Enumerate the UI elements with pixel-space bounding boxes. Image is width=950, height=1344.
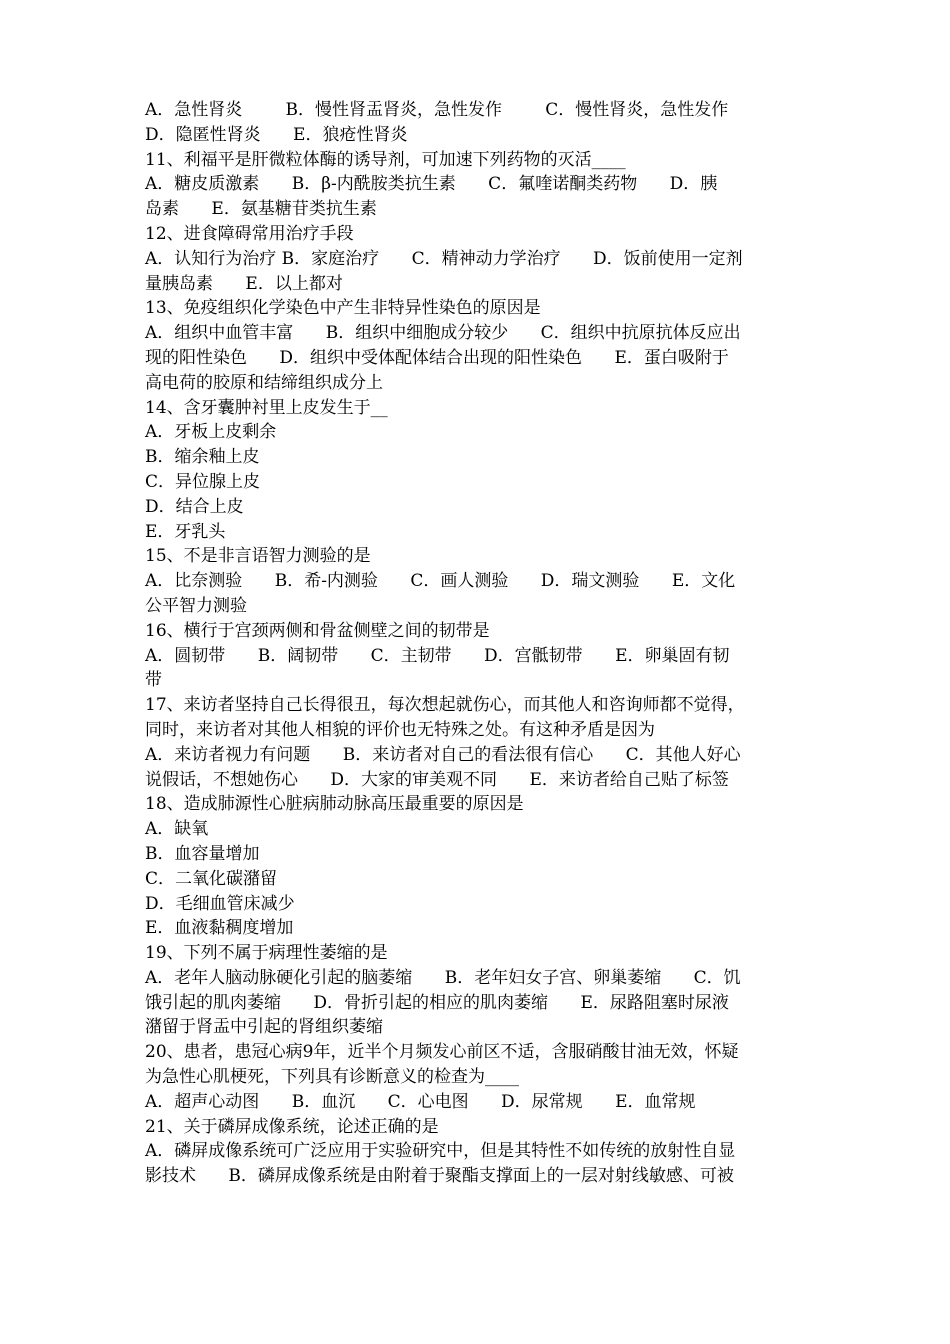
text-line: 19、下列不属于病理性萎缩的是 [145, 943, 388, 964]
text-line: E．血液黏稠度增加 [145, 918, 294, 939]
text-line: 岛素 E．氨基糖苷类抗生素 [145, 199, 377, 220]
text-line: 高电荷的胶原和结缔组织成分上 [145, 372, 383, 393]
document-page [145, 98, 807, 1189]
text-line: 影技术 B．磷屏成像系统是由附着于聚酯支撑面上的一层对射线敏感、可被 [145, 1166, 734, 1187]
text-line: A．牙板上皮剩余 [145, 422, 277, 443]
text-line: 12、进食障碍常用治疗手段 [145, 223, 354, 244]
text-line: D．结合上皮 [145, 496, 244, 517]
text-line: A．组织中血管丰富 B．组织中细胞成分较少 C．组织中抗原抗体反应出 [145, 323, 741, 344]
text-line: 现的阳性染色 D．组织中受体配体结合出现的阳性染色 E．蛋白吸附于 [145, 347, 729, 368]
text-line: D．隐匿性肾炎 E．狼疮性肾炎 [145, 124, 408, 145]
text-line: 20、患者，患冠心病9年，近半个月频发心前区不适，含服硝酸甘油无效，怀疑 [145, 1042, 739, 1063]
text-line: A．来访者视力有问题 B．来访者对自己的看法很有信心 C．其他人好心 [145, 744, 741, 765]
text-line: 13、免疫组织化学染色中产生非特异性染色的原因是 [145, 298, 541, 319]
text-line: 11、利福平是肝微粒体酶的诱导剂，可加速下列药物的灭活____ [145, 149, 626, 170]
text-line: 18、造成肺源性心脏病肺动脉高压最重要的原因是 [145, 794, 524, 815]
text-line: 公平智力测验 [145, 595, 247, 616]
text-line: A．超声心动图 B．血沉 C．心电图 D．尿常规 E．血常规 [145, 1091, 696, 1112]
text-line: A．缺氧 [145, 819, 209, 840]
text-line: 21、关于磷屏成像系统，论述正确的是 [145, 1116, 439, 1137]
text-line: B．血容量增加 [145, 843, 260, 864]
text-line: A．糖皮质激素 B．β-内酰胺类抗生素 C．氟喹诺酮类药物 D．胰 [145, 174, 718, 195]
text-line: 同时，来访者对其他人相貌的评价也无特殊之处。有这种矛盾是因为 [145, 719, 655, 740]
text-line: 带 [145, 670, 162, 691]
text-line: A．磷屏成像系统可广泛应用于实验研究中，但是其特性不如传统的放射性自显 [145, 1141, 736, 1162]
text-line: D．毛细血管床减少 [145, 893, 295, 914]
text-line: 量胰岛素 E．以上都对 [145, 273, 343, 294]
text-line: 16、横行于宫颈两侧和骨盆侧壁之间的韧带是 [145, 620, 490, 641]
text-line: A．比奈测验 B．希-内测验 C．画人测验 D．瑞文测验 E．文化 [145, 571, 736, 592]
text-line: A．圆韧带 B．阔韧带 C．主韧带 D．宫骶韧带 E．卵巢固有韧 [145, 645, 730, 666]
text-line: 15、不是非言语智力测验的是 [145, 546, 371, 567]
text-line: 说假话，不想她伤心 D．大家的审美观不同 E．来访者给自己贴了标签 [145, 769, 729, 790]
text-line: 饿引起的肌肉萎缩 D．骨折引起的相应的肌肉萎缩 E．尿路阻塞时尿液 [145, 992, 729, 1013]
text-line: B．缩余釉上皮 [145, 447, 260, 468]
text-line: 为急性心肌梗死，下列具有诊断意义的检查为____ [145, 1067, 519, 1088]
text-line: 潴留于肾盂中引起的肾组织萎缩 [145, 1017, 383, 1038]
text-line: A．认知行为治疗 B．家庭治疗 C．精神动力学治疗 D．饭前使用一定剂 [145, 248, 743, 269]
text-line: 14、含牙囊肿衬里上皮发生于__ [145, 397, 388, 418]
text-line: A．老年人脑动脉硬化引起的脑萎缩 B．老年妇女子宫、卵巢萎缩 C．饥 [145, 967, 741, 988]
text-line: 17、来访者坚持自己长得很丑，每次想起就伤心，而其他人和咨询师都不觉得， [145, 695, 745, 716]
text-line: C．二氧化碳潴留 [145, 868, 278, 889]
text-line: A．急性肾炎 B．慢性肾盂肾炎，急性发作 C．慢性肾炎，急性发作 [145, 100, 729, 120]
text-line: E．牙乳头 [145, 521, 226, 542]
text-line: C．异位腺上皮 [145, 471, 261, 492]
